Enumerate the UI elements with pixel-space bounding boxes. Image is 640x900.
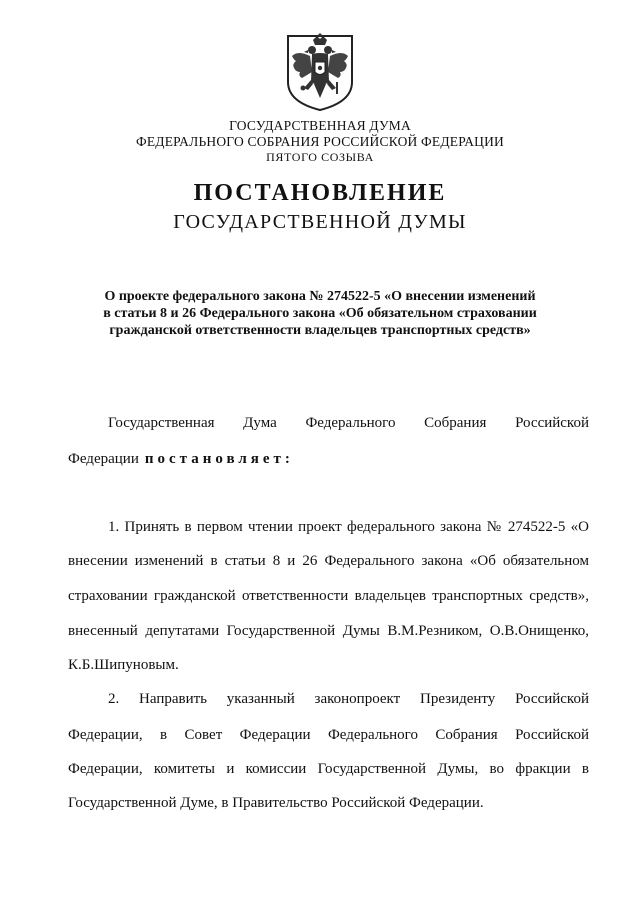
- item-line: Федерации, в Совет Федерации Федерального Собрания Российской: [68, 727, 589, 743]
- item-line: Государственной Думе, в Правительство Российской Федерации.: [68, 795, 484, 811]
- item-line: 1. Принять в первом чтении проект федерального закона № 274522-5 «О: [108, 519, 589, 535]
- subject-line: в статьи 8 и 26 Федерального закона «Об обязательном страховании: [103, 306, 537, 321]
- item-line: внесенный депутатами Государственной Думы В.М.Резником, О.В.Онищенко,: [68, 623, 589, 639]
- subject-line: гражданской ответственности владельцев транспортных средств»: [109, 323, 531, 338]
- preamble-line: [68, 450, 294, 468]
- header-authority: ГОСУДАРСТВЕННАЯ ДУМА: [229, 118, 411, 133]
- header-convocation: ПЯТОГО СОЗЫВА: [266, 150, 374, 164]
- preamble-text: Федерации: [68, 451, 139, 467]
- item-line: страховании гражданской ответственности владельцев транспортных средств»,: [68, 588, 589, 604]
- document-subtitle: ГОСУДАРСТВЕННОЙ ДУМЫ: [173, 211, 467, 233]
- item-line: Федерации, комитеты и комиссии Государственной Думы, во фракции в: [68, 761, 589, 777]
- header-assembly: ФЕДЕРАЛЬНОГО СОБРАНИЯ РОССИЙСКОЙ ФЕДЕРАЦИИ: [136, 134, 504, 149]
- decree-verb: постановляет:: [144, 451, 294, 467]
- item-line: внесении изменений в статьи 8 и 26 Федерального закона «Об обязательном: [68, 553, 589, 569]
- item-line: К.Б.Шипуновым.: [68, 657, 179, 673]
- preamble-line: Государственная Дума Федерального Собрания Российской: [108, 415, 589, 431]
- subject-line: О проекте федерального закона № 274522-5 «О внесении изменений: [104, 289, 536, 304]
- coat-of-arms-icon: [280, 30, 360, 112]
- document-type-title: ПОСТАНОВЛЕНИЕ: [193, 180, 447, 206]
- item-line: 2. Направить указанный законопроект Президенту Российской: [108, 691, 589, 707]
